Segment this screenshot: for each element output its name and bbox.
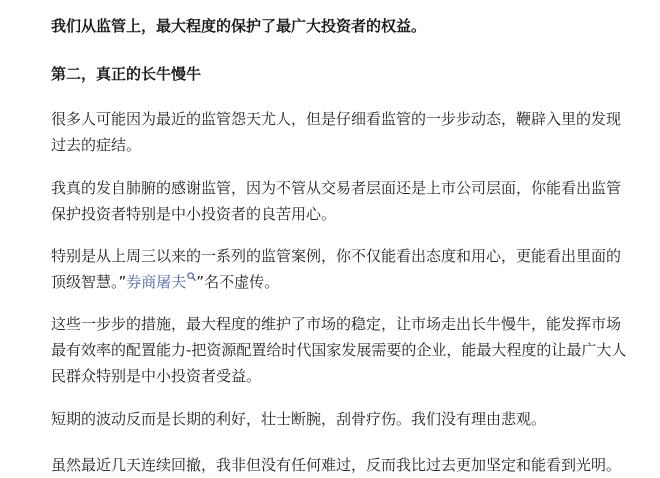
paragraph-4-line-3: 民群众特别是中小投资者受益。: [51, 367, 262, 385]
paragraph-3-text-after-link: ”名不虚传。: [196, 273, 280, 291]
paragraph-1-line-2: 过去的症结。: [51, 136, 142, 154]
paragraph-4-line-2: 最有效率的配置能力-把资源配置给时代国家发展需要的企业，能最大程度的让最广大人: [51, 341, 627, 359]
broker-butcher-link[interactable]: [126, 273, 196, 291]
paragraph-2-line-2: 保护投资者特别是中小投资者的良苦用心。: [51, 205, 337, 223]
paragraph-1: [51, 106, 646, 158]
paragraph-5: 短期的波动反而是长期的利好，壮士断腕，刮骨疗伤。我们没有理由悲观。: [51, 410, 547, 428]
broker-butcher-link-text: 券商屠夫: [126, 273, 187, 291]
lead-sentence: 我们从监管上，最大程度的保护了最广大投资者的权益。: [51, 17, 427, 35]
paragraph-6: 虽然最近几天连续回撤，我非但没有任何难过，反而我比过去更加坚定和能看到光明。: [51, 456, 622, 474]
section-heading: 第二，真正的长牛慢牛: [51, 65, 202, 83]
paragraph-3-text-before-link: 顶级智慧。”: [51, 273, 127, 291]
paragraph-2: [51, 175, 646, 227]
paragraph-3-line-2: [51, 269, 646, 295]
paragraph-1-line-1: 很多人可能因为最近的监管怨天尤人，但是仔细看监管的一步步动态，鞭辟入里的发现: [51, 110, 622, 128]
paragraph-2-line-1: 我真的发自肺腑的感谢监管，因为不管从交易者层面还是上市公司层面，你能看出监管: [51, 179, 622, 197]
paragraph-3: [51, 243, 646, 295]
paragraph-3-line-1: 特别是从上周三以来的一系列的监管案例，你不仅能看出态度和用心，更能看出里面的: [51, 247, 622, 265]
paragraph-4-line-1: 这些一步步的措施，最大程度的维护了市场的稳定，让市场走出长牛慢牛，能发挥市场: [51, 315, 622, 333]
search-icon: [187, 272, 196, 281]
paragraph-4: [51, 311, 646, 389]
